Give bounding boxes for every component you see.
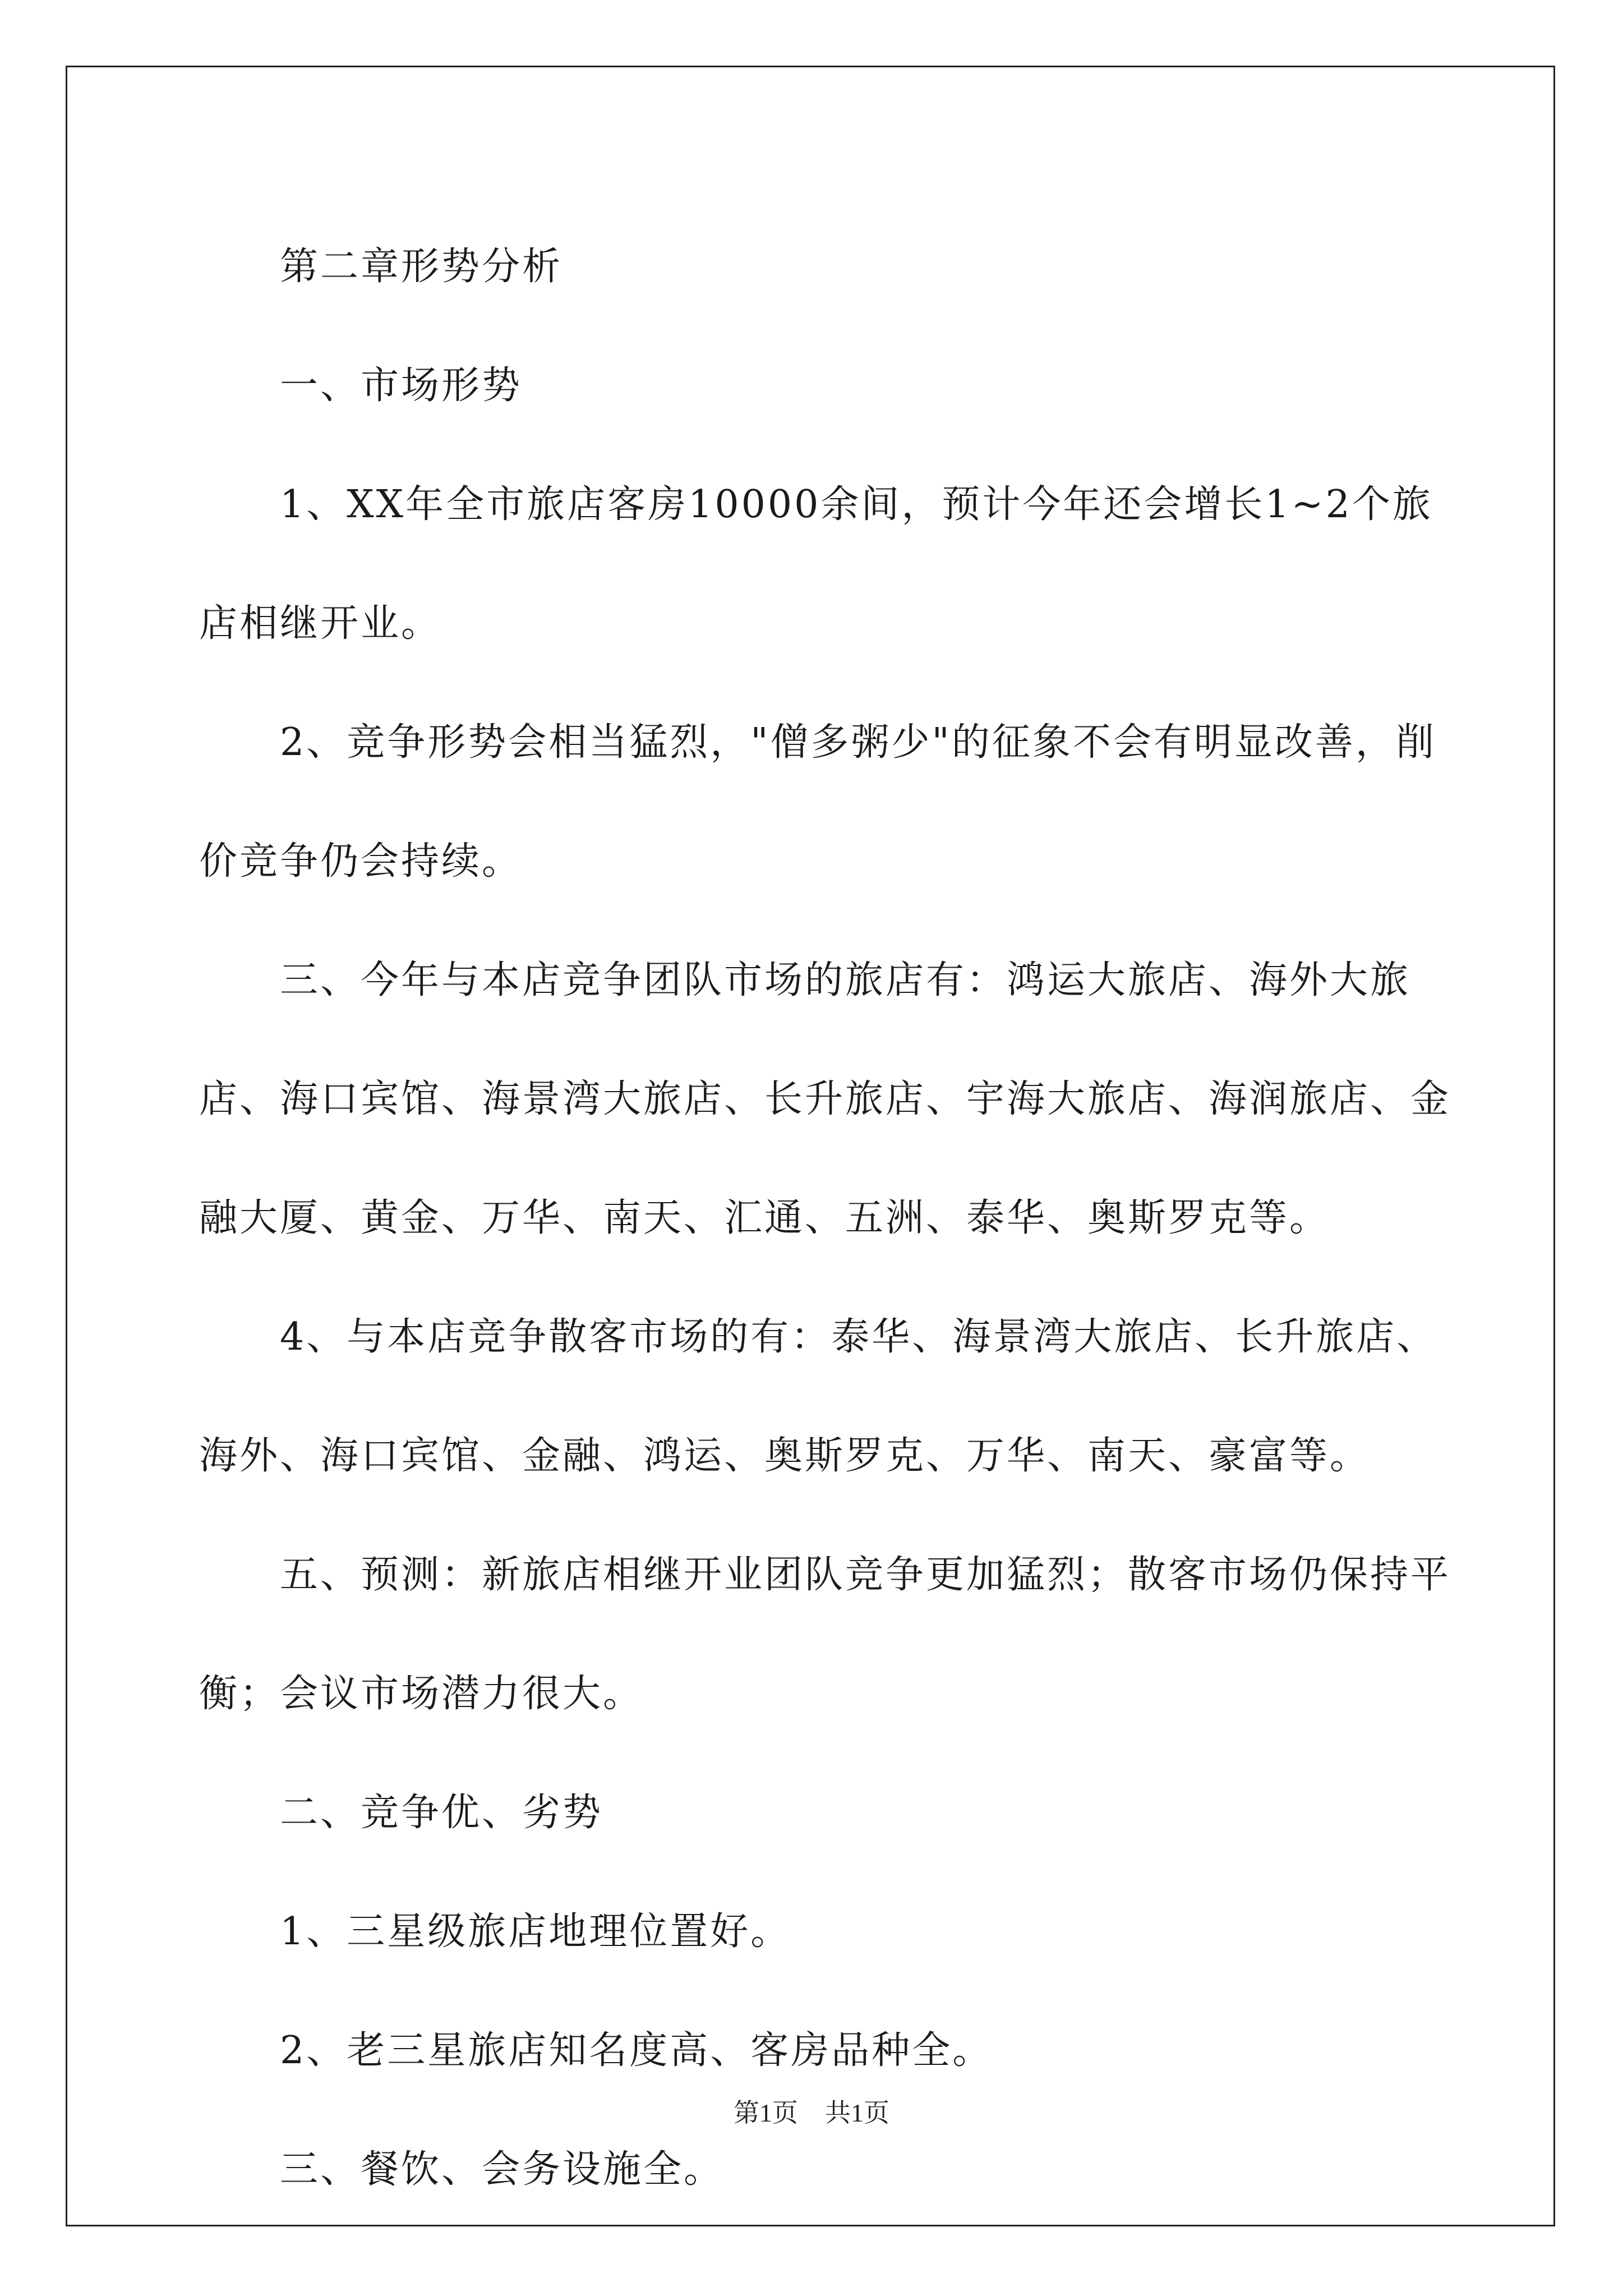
page-number: 第1页 bbox=[734, 2099, 798, 2127]
document-body bbox=[199, 208, 1461, 2229]
paragraph-7: 2、老三星旅店知名度高、客房品种全。 bbox=[280, 2028, 993, 2073]
paragraph-8: 三、餐饮、会务设施全。 bbox=[280, 2147, 725, 2192]
chapter-heading: 第二章形势分析 bbox=[280, 245, 563, 289]
paragraph-1: 1、XX年全市旅店客房10000余间，预计今年还会增长1~2个旅店相继开业。 bbox=[199, 482, 1433, 646]
page-footer bbox=[0, 2092, 1623, 2129]
paragraph-4: 4、与本店竞争散客市场的有：泰华、海景湾大旅店、长升旅店、海外、海口宾馆、金融、鸿运、奥斯罗克、万华、南天、豪富等。 bbox=[199, 1315, 1437, 1478]
paragraph-2: 2、竞争形势会相当猛烈，"僧多粥少"的征象不会有明显改善，削价竞争仍会持续。 bbox=[199, 720, 1436, 884]
paragraph-3: 三、今年与本店竞争团队市场的旅店有：鸿运大旅店、海外大旅店、海口宾馆、海景湾大旅店、长升旅店、宇海大旅店、海润旅店、金融大厦、黄金、万华、南天、汇通、五洲、泰华、奥斯罗克等。 bbox=[199, 958, 1451, 1240]
page-total: 共1页 bbox=[825, 2099, 889, 2127]
section-heading-competition: 二、竞争优、劣势 bbox=[280, 1791, 603, 1835]
paragraph-6: 1、三星级旅店地理位置好。 bbox=[280, 1910, 791, 1954]
paragraph-5: 五、预测：新旅店相继开业团队竞争更加猛烈；散客市场仍保持平衡；会议市场潜力很大。 bbox=[199, 1553, 1451, 1716]
section-heading-market: 一、市场形势 bbox=[280, 364, 523, 408]
